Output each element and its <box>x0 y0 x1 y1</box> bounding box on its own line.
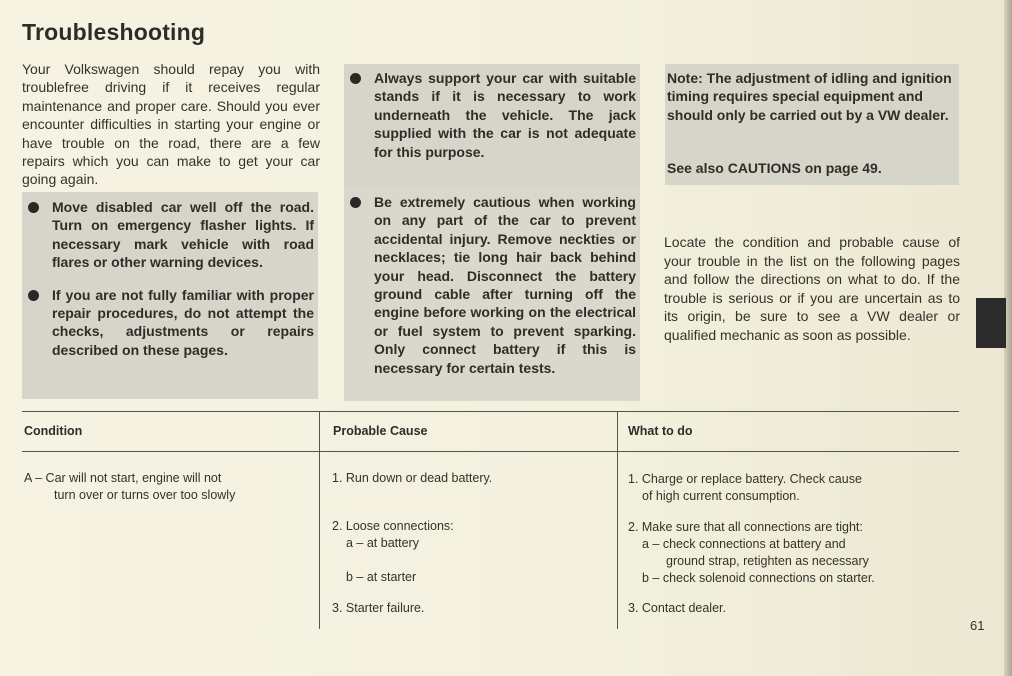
col2-warning-top <box>344 69 636 161</box>
todo-line: of high current consumption. <box>642 489 800 503</box>
cause-sub-a: a – at battery <box>346 536 419 550</box>
warning-item <box>22 286 314 360</box>
cause-line: 2. Loose connections: <box>332 519 454 533</box>
table-column-divider <box>319 411 320 629</box>
bullet-icon <box>28 290 39 301</box>
see-also-text: See also CAUTIONS on page 49. <box>667 160 882 176</box>
cause-sub-b: b – at starter <box>346 570 417 584</box>
locate-paragraph: Locate the condition and probable cause of your trouble in the list on the following pages and follow the directions on what to do. If the trouble is serious or if you are uncertain as to its origin, be sure to see a VW dealer or qualified mechanic as soon as possible. <box>664 234 960 343</box>
warning-text: Always support your car with suitable stands if it is necessary to work underneath the vehicle. The jack supplied with the car is not adequate for this purpose. <box>374 70 636 160</box>
column-header-what-to-do: What to do <box>628 424 693 438</box>
page-number: 61 <box>970 618 985 633</box>
condition-line: A – Car will not start, engine will not <box>24 471 222 485</box>
intro-paragraph: Your Volkswagen should repay you with troublefree driving if it receives regular maintenance and proper care. Should you ever encounter difficulties in starting your engine or have trouble on the road, there are a few repairs which you can make to get your car going again. <box>22 61 320 188</box>
warning-text: If you are not fully familiar with proper repair procedures, do not attempt the checks, adjustments or repairs described on these pages. <box>52 286 314 358</box>
warning-item <box>22 198 314 272</box>
warning-item <box>344 69 636 161</box>
table-header-rule <box>22 451 959 452</box>
todo-3: 3. Contact dealer. <box>628 601 726 615</box>
bullet-icon <box>28 202 39 213</box>
todo-line: ground strap, retighten as necessary <box>666 554 869 568</box>
todo-line: b – check solenoid connections on starter. <box>642 571 875 585</box>
warning-text: Be extremely cautious when working on any part of the car to prevent accidental injury. Remove neckties or necklaces; tie long hair back behind your head. Disconnect the battery ground cable after turning off the engine before working on the electrical or fuel system to prevent sparking. Only connect battery if this is necessary for certain tests. <box>374 194 636 376</box>
warning-item <box>344 193 636 377</box>
todo-line: 2. Make sure that all connections are tight: <box>628 520 863 534</box>
cause-1: 1. Run down or dead battery. <box>332 471 493 485</box>
col2-warning-bottom <box>344 193 636 377</box>
note-text: Note: The adjustment of idling and ignition timing requires special equipment and should only be carried out by a VW dealer. <box>667 70 952 123</box>
cause-2 <box>332 518 612 552</box>
todo-2 <box>628 519 958 587</box>
todo-line: 1. Charge or replace battery. Check cause <box>628 472 862 486</box>
bullet-icon <box>350 197 361 208</box>
page-title: Troubleshooting <box>22 19 206 45</box>
column-header-condition: Condition <box>24 424 83 438</box>
column-header-probable-cause: Probable Cause <box>333 424 428 438</box>
condition-line: turn over or turns over too slowly <box>54 488 236 502</box>
col1-warning-list <box>22 198 314 359</box>
table-top-rule <box>22 411 959 412</box>
bullet-icon <box>350 73 361 84</box>
todo-1 <box>628 471 958 505</box>
todo-line: a – check connections at battery and <box>642 537 846 551</box>
section-thumb-tab <box>976 298 1006 348</box>
warning-text: Move disabled car well off the road. Turn on emergency flasher lights. If necessary mark vehicle with road flares or other warning devices. <box>52 199 314 271</box>
condition-cell <box>24 470 314 504</box>
cause-3: 3. Starter failure. <box>332 601 425 615</box>
table-column-divider <box>617 411 618 629</box>
